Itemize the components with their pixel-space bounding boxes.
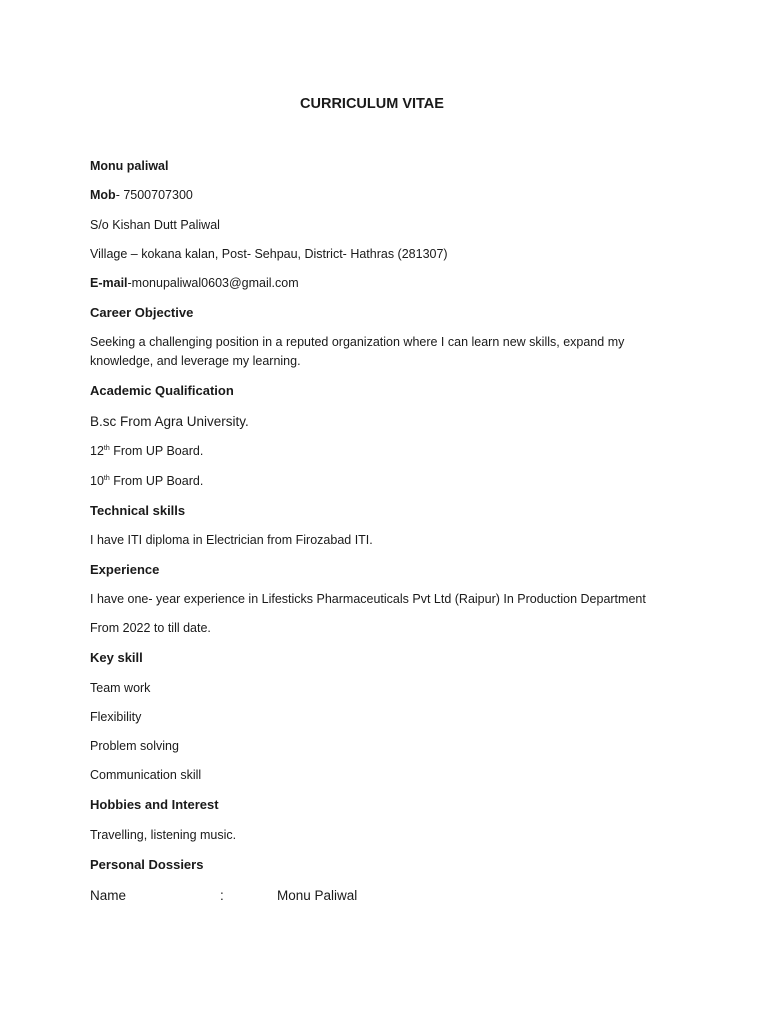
hobbies-heading: Hobbies and Interest bbox=[90, 797, 219, 812]
career-objective-text: Seeking a challenging position in a reputed organization where I can learn new skills, expand my knowledge, and leverage my learning. bbox=[90, 335, 625, 368]
key-skill-item: Problem solving bbox=[90, 739, 179, 753]
mobile-line bbox=[90, 187, 193, 203]
experience-heading: Experience bbox=[90, 562, 160, 577]
tenth-suffix: th bbox=[103, 474, 110, 482]
key-skill-item: Flexibility bbox=[90, 710, 142, 724]
mobile-value: - 7500707300 bbox=[115, 188, 193, 202]
technical-heading: Technical skills bbox=[90, 503, 186, 518]
experience-line-1: I have one- year experience in Lifesticks Pharmaceuticals Pvt Ltd (Raipur) In Production Department bbox=[90, 592, 646, 606]
tenth-board: From UP Board. bbox=[109, 474, 204, 488]
academic-twelfth bbox=[90, 443, 203, 459]
email-line bbox=[90, 275, 299, 291]
key-skill-item: Communication skill bbox=[90, 768, 202, 782]
personal-name-label: Name bbox=[90, 888, 127, 903]
academic-degree: B.sc From Agra University. bbox=[90, 414, 249, 429]
personal-name-row bbox=[90, 888, 357, 904]
address-line: Village – kokana kalan, Post- Sehpau, District- Hathras (281307) bbox=[90, 247, 448, 261]
academic-heading: Academic Qualification bbox=[90, 383, 234, 398]
twelfth-suffix: th bbox=[103, 444, 110, 452]
academic-tenth bbox=[90, 473, 203, 489]
document-title: CURRICULUM VITAE bbox=[300, 96, 444, 112]
twelfth-number: 12 bbox=[90, 444, 104, 458]
twelfth-board: From UP Board. bbox=[109, 444, 204, 458]
personal-heading: Personal Dossiers bbox=[90, 857, 204, 872]
experience-line-2: From 2022 to till date. bbox=[90, 621, 211, 635]
email-value: -monupaliwal0603@gmail.com bbox=[127, 276, 299, 290]
technical-text: I have ITI diploma in Electrician from Firozabad ITI. bbox=[90, 533, 373, 547]
email-label: E-mail bbox=[90, 276, 128, 290]
career-objective-heading: Career Objective bbox=[90, 305, 194, 320]
key-skill-heading: Key skill bbox=[90, 650, 143, 665]
hobbies-text: Travelling, listening music. bbox=[90, 828, 237, 842]
parent-line: S/o Kishan Dutt Paliwal bbox=[90, 218, 220, 232]
candidate-name: Monu paliwal bbox=[90, 159, 169, 173]
key-skill-item: Team work bbox=[90, 681, 151, 695]
tenth-number: 10 bbox=[90, 474, 104, 488]
personal-name-separator: : bbox=[220, 888, 224, 903]
mobile-label: Mob bbox=[90, 188, 116, 202]
personal-name-value: Monu Paliwal bbox=[277, 888, 358, 903]
